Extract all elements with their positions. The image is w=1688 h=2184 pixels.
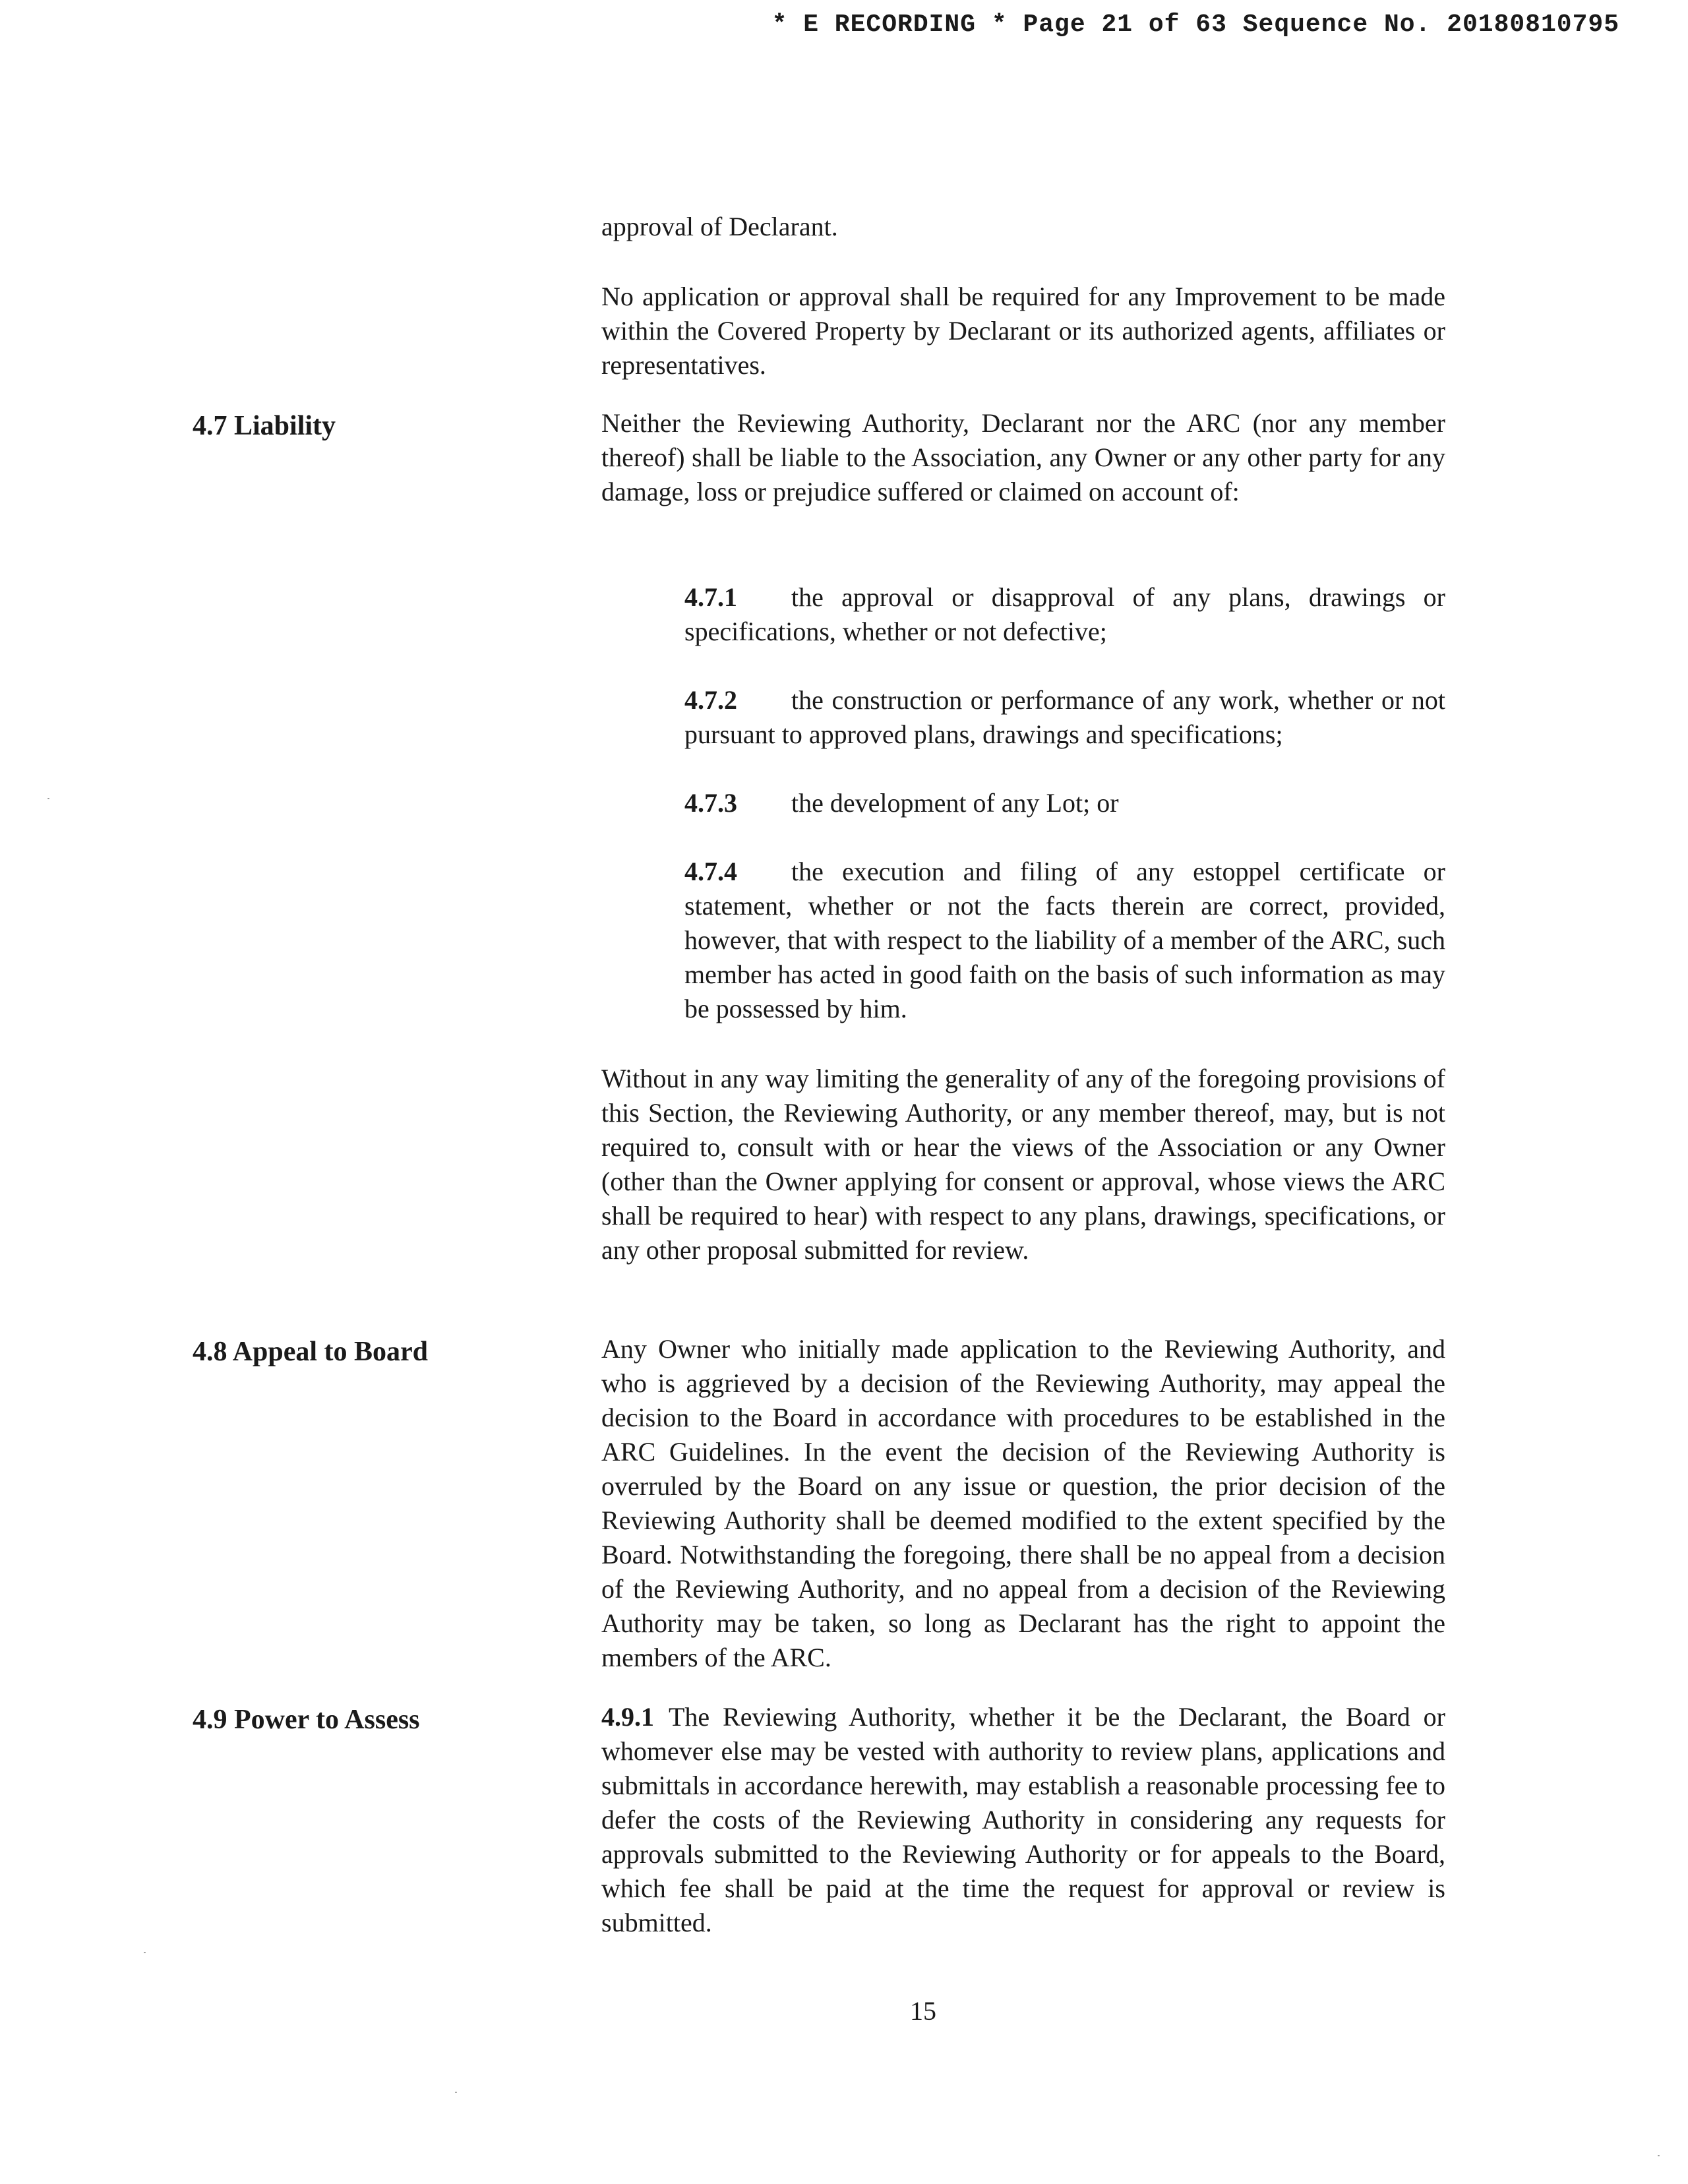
item-text: the execution and filing of any estoppel certificate or statement, whether or not the facts therein are correct, provided, however, that with respect to the liability of a member of the ARC, such member has acted in good faith on the basis of such information as may be possessed by him. — [684, 857, 1445, 1023]
section-4-8-heading: 4.8 Appeal to Board — [193, 1337, 429, 1367]
page-number: 15 — [910, 1996, 936, 2026]
no-application-paragraph: No application or approval shall be required for any Improvement to be made within the Covered Property by Declarant or its authorized agents, affiliates or representatives. — [601, 282, 1445, 380]
section-4-7-heading: 4.7 Liability — [193, 411, 336, 441]
scan-speck — [1658, 2155, 1660, 2156]
item-number: 4.7.4 — [684, 857, 737, 886]
item-text: The Reviewing Authority, whether it be the Declarant, the Board or whomever else may be vested with authority to review plans, applications and submittals in accordance herewith, may establish a reasonable processing fee to defer the costs of the Reviewing Authority in considering any requests for approvals submitted to the Reviewing Authority or for appeals to the Board, which fee shall be paid at the time the request for approval or review is submitted. — [601, 1702, 1445, 1937]
item-4-7-2 — [684, 683, 1445, 752]
section-4-8-text: Any Owner who initially made application to the Reviewing Authority, and who is aggrieved by a decision of the Reviewing Authority, may appeal the decision to the Board in accordance with procedures to be established in the ARC Guidelines. In the event the decision of the Reviewing Authority is overruled by the Board on any issue or question, the prior decision of the Reviewing Authority shall be deemed modified to the extent specified by the Board. Notwithstanding the foregoing, there shall be no appeal from a decision of the Reviewing Authority, and no appeal from a decision of the Reviewing Authority may be taken, so long as Declarant has the right to appoint the members of the ARC. — [601, 1334, 1445, 1672]
item-text: the development of any Lot; or — [791, 788, 1119, 818]
item-4-7-4 — [684, 855, 1445, 1026]
item-text: the construction or performance of any work, whether or not pursuant to approved plans, drawings and specifications; — [684, 685, 1445, 749]
scan-speck — [455, 2092, 457, 2093]
item-number: 4.7.2 — [684, 685, 737, 715]
continuation-paragraph: approval of Declarant. — [601, 212, 838, 241]
item-number: 4.9.1 — [601, 1702, 654, 1732]
item-text: the approval or disapproval of any plans, drawings or specifications, whether or not defective; — [684, 582, 1445, 646]
item-4-7-3 — [684, 786, 1445, 820]
section-4-7-intro: Neither the Reviewing Authority, Declarant nor the ARC (nor any member thereof) shall be liable to the Association, any Owner or any other party for any damage, loss or prejudice suffered or claimed on account of: — [601, 408, 1445, 506]
section-4-9-heading: 4.9 Power to Assess — [193, 1705, 420, 1735]
section-4-9-text — [601, 1700, 1445, 1940]
item-4-7-1 — [684, 580, 1445, 649]
recording-stamp: * E RECORDING * Page 21 of 63 Sequence No. 20180810795 — [771, 11, 1619, 39]
scan-speck — [144, 1952, 146, 1953]
item-number: 4.7.3 — [684, 788, 737, 818]
scan-speck — [47, 798, 49, 799]
item-number: 4.7.1 — [684, 582, 737, 612]
section-4-7-closing: Without in any way limiting the generality of any of the foregoing provisions of this Section, the Reviewing Authority, or any member thereof, may, but is not required to, consult with or hear the views of the Association or any Owner (other than the Owner applying for consent or approval, whose views the ARC shall be required to hear) with respect to any plans, drawings, specifications, or any other proposal submitted for review. — [601, 1064, 1445, 1265]
